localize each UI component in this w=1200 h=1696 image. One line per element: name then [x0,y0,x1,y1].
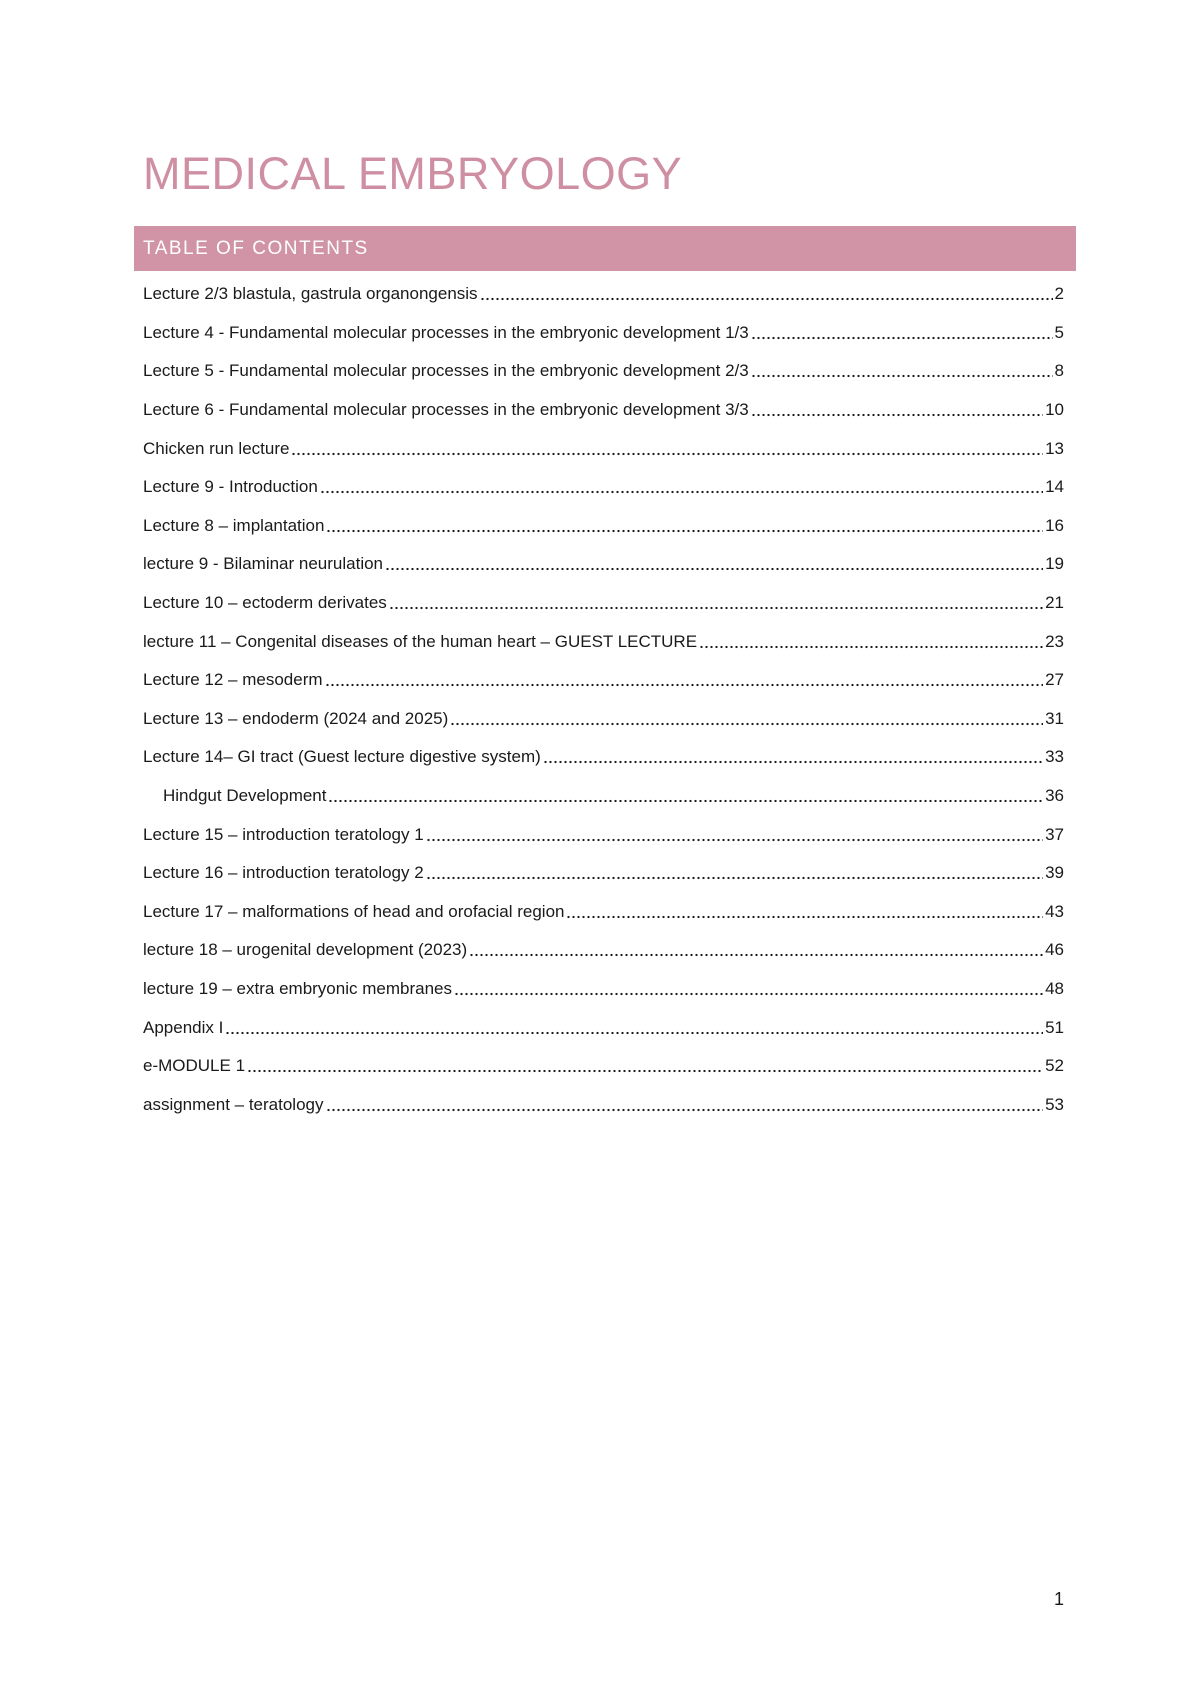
toc-entry[interactable] [143,661,1064,700]
toc-entry[interactable] [143,1008,1064,1047]
toc-entry[interactable] [143,815,1064,854]
toc-entry-title: Lecture 13 – endoderm (2024 and 2025) [143,708,449,728]
toc-entry-title: assignment – teratology [143,1094,324,1114]
toc-entry-page: 27 [1045,670,1064,690]
toc-entry[interactable] [143,738,1064,777]
toc-entry-page: 23 [1045,631,1064,651]
toc-entry-title: e-MODULE 1 [143,1056,246,1076]
toc-entry-page: 48 [1045,978,1064,998]
toc-entry-page: 52 [1045,1056,1064,1076]
dot-leader [328,798,1043,804]
dot-leader [426,837,1043,843]
toc-heading-banner [134,226,1076,271]
toc-entry-page: 36 [1045,786,1064,806]
toc-entry-title: lecture 11 – Congenital diseases of the human heart – GUEST LECTURE [143,631,698,651]
dot-leader [389,605,1043,611]
dot-leader [247,1068,1043,1074]
dot-leader [326,528,1043,534]
toc-entry-page: 19 [1045,554,1064,574]
toc-entry-title: lecture 19 – extra embryonic membranes [143,978,452,998]
dot-leader [450,721,1043,727]
toc-entry-title: Lecture 8 – implantation [143,515,325,535]
toc-entry-title: Lecture 16 – introduction teratology 2 [143,863,424,883]
toc-entry[interactable] [143,352,1064,391]
toc-entry-title: Chicken run lecture [143,438,290,458]
toc-entry-title: Lecture 12 – mesoderm [143,670,323,690]
toc-entry[interactable] [143,275,1064,314]
toc-entry-title: Lecture 15 – introduction teratology 1 [143,824,424,844]
toc-entry[interactable] [143,854,1064,893]
toc-entry-page: 46 [1045,940,1064,960]
toc-entry-page: 37 [1045,824,1064,844]
dot-leader [426,875,1043,881]
dot-leader [325,682,1044,688]
table-of-contents [143,275,1064,1124]
toc-entry[interactable] [143,391,1064,430]
toc-entry[interactable] [143,777,1064,816]
toc-entry-page: 43 [1045,901,1064,921]
toc-entry[interactable] [143,468,1064,507]
toc-entry-title: lecture 9 - Bilaminar neurulation [143,554,384,574]
dot-leader [751,335,1053,341]
toc-entry-title: Lecture 6 - Fundamental molecular processes in the embryonic development 3/3 [143,400,749,420]
toc-entry-page: 14 [1045,477,1064,497]
dot-leader [225,1030,1043,1036]
dot-leader [320,489,1043,495]
dot-leader [385,566,1043,572]
toc-entry[interactable] [143,314,1064,353]
dot-leader [566,914,1043,920]
toc-heading: TABLE OF CONTENTS [143,237,369,259]
toc-entry[interactable] [143,545,1064,584]
toc-entry[interactable] [143,584,1064,623]
toc-entry-page: 39 [1045,863,1064,883]
toc-entry[interactable] [143,700,1064,739]
toc-entry-page: 31 [1045,708,1064,728]
toc-entry-title: Lecture 5 - Fundamental molecular processes in the embryonic development 2/3 [143,361,749,381]
toc-entry-title: lecture 18 – urogenital development (2023) [143,940,468,960]
toc-entry[interactable] [143,1047,1064,1086]
toc-entry[interactable] [143,507,1064,546]
toc-entry-page: 53 [1045,1094,1064,1114]
toc-entry[interactable] [143,429,1064,468]
toc-entry-title: Lecture 9 - Introduction [143,477,318,497]
toc-entry-page: 21 [1045,593,1064,613]
dot-leader [480,296,1053,302]
toc-entry-page: 33 [1045,747,1064,767]
toc-entry[interactable] [143,893,1064,932]
toc-entry-title: Appendix I [143,1017,224,1037]
toc-entry-title: Hindgut Development [163,786,327,806]
toc-entry-title: Lecture 17 – malformations of head and orofacial region [143,901,565,921]
dot-leader [326,1107,1044,1113]
dot-leader [699,644,1043,650]
toc-entry-page: 13 [1045,438,1064,458]
toc-entry[interactable] [143,1085,1064,1124]
dot-leader [543,759,1043,765]
toc-entry[interactable] [143,970,1064,1009]
toc-entry-page: 8 [1054,361,1064,381]
toc-entry[interactable] [143,931,1064,970]
toc-entry-page: 51 [1045,1017,1064,1037]
dot-leader [751,373,1053,379]
page-title: MEDICAL EMBRYOLOGY [143,148,683,199]
dot-leader [469,952,1043,958]
toc-entry-page: 2 [1054,284,1064,304]
toc-entry-title: Lecture 4 - Fundamental molecular processes in the embryonic development 1/3 [143,322,749,342]
toc-entry-title: Lecture 2/3 blastula, gastrula organongensis [143,284,478,304]
toc-entry[interactable] [143,622,1064,661]
dot-leader [454,991,1043,997]
toc-entry-page: 10 [1045,400,1064,420]
toc-entry-page: 16 [1045,515,1064,535]
page-number: 1 [1053,1589,1064,1609]
dot-leader [751,412,1043,418]
toc-entry-title: Lecture 14– GI tract (Guest lecture digestive system) [143,747,541,767]
toc-entry-title: Lecture 10 – ectoderm derivates [143,593,387,613]
toc-entry-page: 5 [1054,322,1064,342]
dot-leader [291,451,1043,457]
